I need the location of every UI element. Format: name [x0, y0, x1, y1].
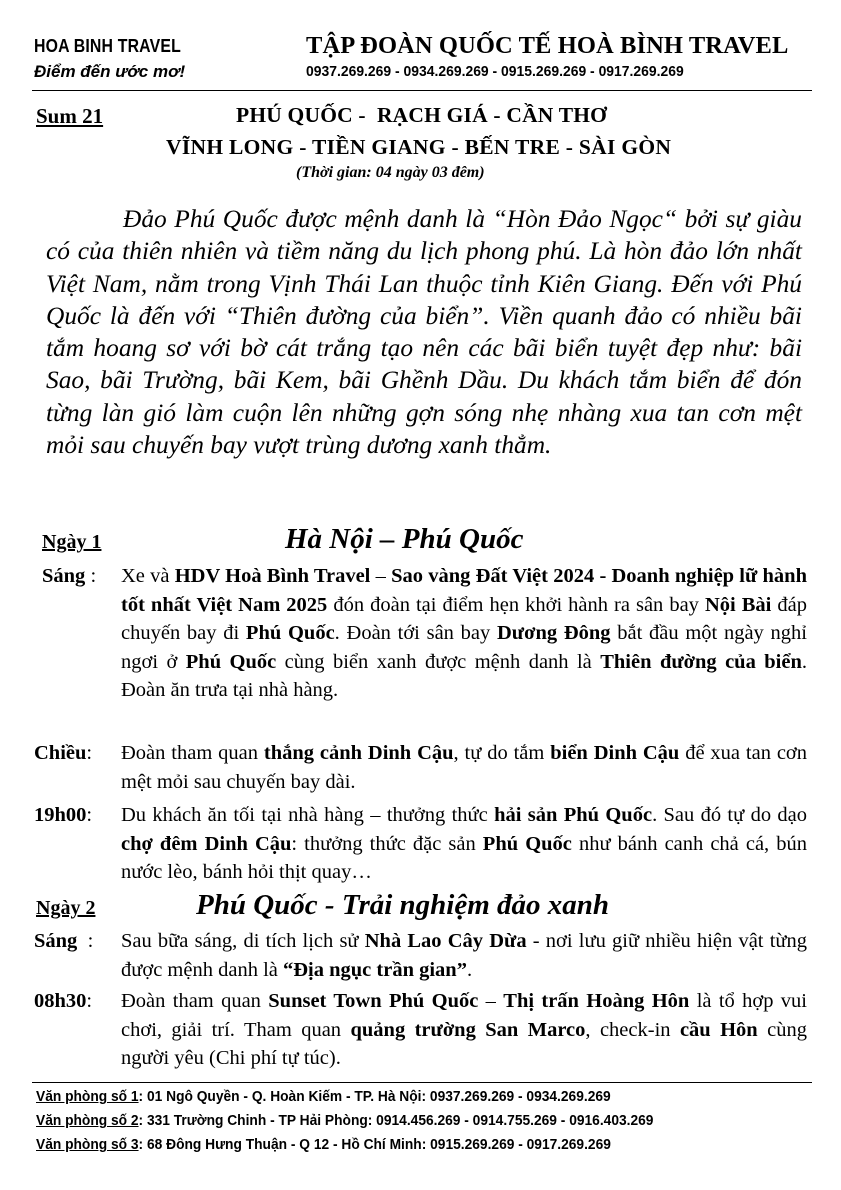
- highlight-text: Nhà Lao Cây Dừa: [364, 930, 527, 952]
- body-text: , check-in: [585, 1018, 680, 1041]
- body-text: Đoàn tham quan: [121, 990, 269, 1012]
- highlight-text: Nội Bài: [704, 593, 772, 616]
- tour-title-line2: VĨNH LONG - TIỀN GIANG - BẾN TRE - SÀI GÒN: [166, 135, 672, 159]
- entry-time-label: Sáng :: [34, 930, 99, 952]
- day-1-label: Ngày 1: [42, 531, 102, 553]
- group-block: [306, 32, 816, 80]
- body-text: –: [478, 990, 504, 1012]
- body-text: cùng biển xanh được mệnh danh là: [276, 650, 601, 673]
- highlight-text: hải sản Phú Quốc: [494, 804, 653, 826]
- entry-time-label: Chiều:: [34, 742, 93, 764]
- body-text: Đoàn tham quan: [121, 742, 264, 764]
- highlight-text: Phú Quốc: [185, 650, 277, 673]
- body-text: Xe và: [121, 565, 175, 587]
- body-text: đáp chuyến bay đi: [121, 593, 807, 645]
- day-2-label: Ngày 2: [36, 897, 96, 919]
- body-text: . Đoàn ăn trưa tại nhà hàng.: [121, 650, 807, 702]
- office-2-label: Văn phòng số 2: [36, 1113, 139, 1129]
- highlight-text: “Địa ngục trần gian”: [283, 958, 467, 981]
- body-text: , tự do tắm: [453, 742, 551, 764]
- body-text: Sau bữa sáng, di tích lịch sử: [121, 930, 365, 952]
- highlight-text: HDV Hoà Bình Travel: [174, 565, 371, 587]
- office-1-line: [36, 1089, 787, 1105]
- body-text: .: [466, 958, 473, 981]
- header-divider: [32, 90, 812, 91]
- body-text: . Đoàn tới sân bay: [334, 622, 497, 645]
- body-text: để xua tan cơn mệt mỏi sau chuyến bay dài.: [121, 742, 808, 793]
- highlight-text: Sunset Town Phú Quốc: [268, 990, 479, 1012]
- highlight-text: quảng trường San Marco: [350, 1018, 586, 1041]
- body-text: là tổ hợp vui chơi, giải trí. Tham quan: [121, 990, 807, 1041]
- entry-time-label: 19h00:: [34, 804, 93, 826]
- body-text: cùng người yêu (Chi phí tự túc).: [121, 1018, 807, 1070]
- body-text: đón đoàn tại điểm hẹn khởi hành ra sân bay: [327, 593, 705, 616]
- body-text: Du khách ăn tối tại nhà hàng – thưởng thức: [121, 804, 495, 826]
- entry-time-label: Sáng :: [42, 565, 97, 587]
- highlight-text: Thị trấn Hoàng Hôn: [503, 990, 690, 1012]
- highlight-text: Sao vàng Đất Việt 2024 - Doanh nghiệp lữ hành tốt nhất Việt Nam 2025: [121, 565, 807, 616]
- body-text: bắt đầu một ngày nghỉ ngơi ở: [121, 622, 807, 673]
- body-text: - nơi lưu giữ nhiều hiện vật từng được mệnh danh là: [121, 930, 807, 981]
- office-3-address: : 68 Đông Hưng Thuận - Q 12 - Hồ Chí Minh: 0915.269.269 - 0917.269.269: [138, 1137, 611, 1153]
- highlight-text: Phú Quốc: [482, 832, 572, 855]
- hotline-numbers: 0937.269.269 - 0934.269.269 - 0915.269.269 - 0917.269.269: [306, 64, 684, 80]
- office-3-line: [36, 1137, 787, 1153]
- office-2-line: [36, 1113, 787, 1129]
- brand-block: [34, 36, 224, 82]
- body-text: . Sau đó tự do dạo: [652, 804, 808, 826]
- body-text: như bánh canh chả cá, bún nước lèo, bánh hỏi thịt quay…: [121, 832, 807, 884]
- entry-description: [121, 927, 807, 984]
- tour-code: Sum 21: [36, 104, 104, 128]
- office-3-label: Văn phòng số 3: [36, 1137, 139, 1153]
- entry-description: [121, 562, 807, 705]
- day-2-title: Phú Quốc - Trải nghiệm đảo xanh: [196, 889, 610, 921]
- entry-description: [121, 739, 807, 796]
- entry-time-label: 08h30:: [34, 990, 93, 1012]
- group-name: TẬP ĐOÀN QUỐC TẾ HOÀ BÌNH TRAVEL: [306, 32, 789, 59]
- body-text: : thưởng thức đặc sản: [291, 832, 483, 855]
- intro-paragraph: Đảo Phú Quốc được mệnh danh là “Hòn Đảo Ngọc“ bởi sự giàu có của thiên nhiên và tiềm năng du lịch phong phú. Là hòn đảo lớn nhất Việt Nam, nằm trong Vịnh Thái Lan thuộc tỉnh Kiên Giang. Đến với Phú Quốc là đến với “Thiên đường của biển”. Viền quanh đảo có nhiều bãi tắm hoang sơ với bờ cát trắng tạo nên các bãi biển tuyệt đẹp như: bãi Sao, bãi Trường, bãi Kem, bãi Ghềnh Dầu. Du khách tắm biển để đón từng làn gió làm cuộn lên những gợn sóng nhẹ nhàng xua tan cơn mệt mỏi sau chuyến bay vượt trùng dương xanh thẳm.: [46, 205, 802, 460]
- highlight-text: chợ đêm Dinh Cậu: [121, 832, 292, 855]
- highlight-text: thắng cảnh Dinh Cậu: [263, 742, 454, 764]
- day-1-title: Hà Nội – Phú Quốc: [285, 523, 524, 555]
- tour-duration: (Thời gian: 04 ngày 03 đêm): [296, 164, 485, 181]
- entry-description: [121, 801, 807, 887]
- entry-description: [121, 987, 807, 1073]
- footer-divider: [32, 1082, 812, 1083]
- highlight-text: cầu Hôn: [679, 1018, 758, 1041]
- office-1-label: Văn phòng số 1: [36, 1089, 139, 1105]
- highlight-text: Phú Quốc: [245, 622, 335, 645]
- highlight-text: Thiên đường của biển: [600, 650, 802, 673]
- highlight-text: biển Dinh Cậu: [550, 742, 680, 764]
- highlight-text: Dương Đông: [496, 622, 611, 645]
- brand-name: HOA BINH TRAVEL: [34, 36, 181, 56]
- body-text: –: [370, 565, 392, 587]
- brand-slogan: Điểm đến ước mơ!: [34, 62, 186, 81]
- tour-title-line1: PHÚ QUỐC - RẠCH GIÁ - CẦN THƠ: [236, 103, 608, 127]
- office-1-address: : 01 Ngô Quyền - Q. Hoàn Kiếm - TP. Hà Nội: 0937.269.269 - 0934.269.269: [138, 1089, 611, 1105]
- office-2-address: : 331 Trường Chinh - TP Hải Phòng: 0914.456.269 - 0914.755.269 - 0916.403.269: [138, 1113, 654, 1129]
